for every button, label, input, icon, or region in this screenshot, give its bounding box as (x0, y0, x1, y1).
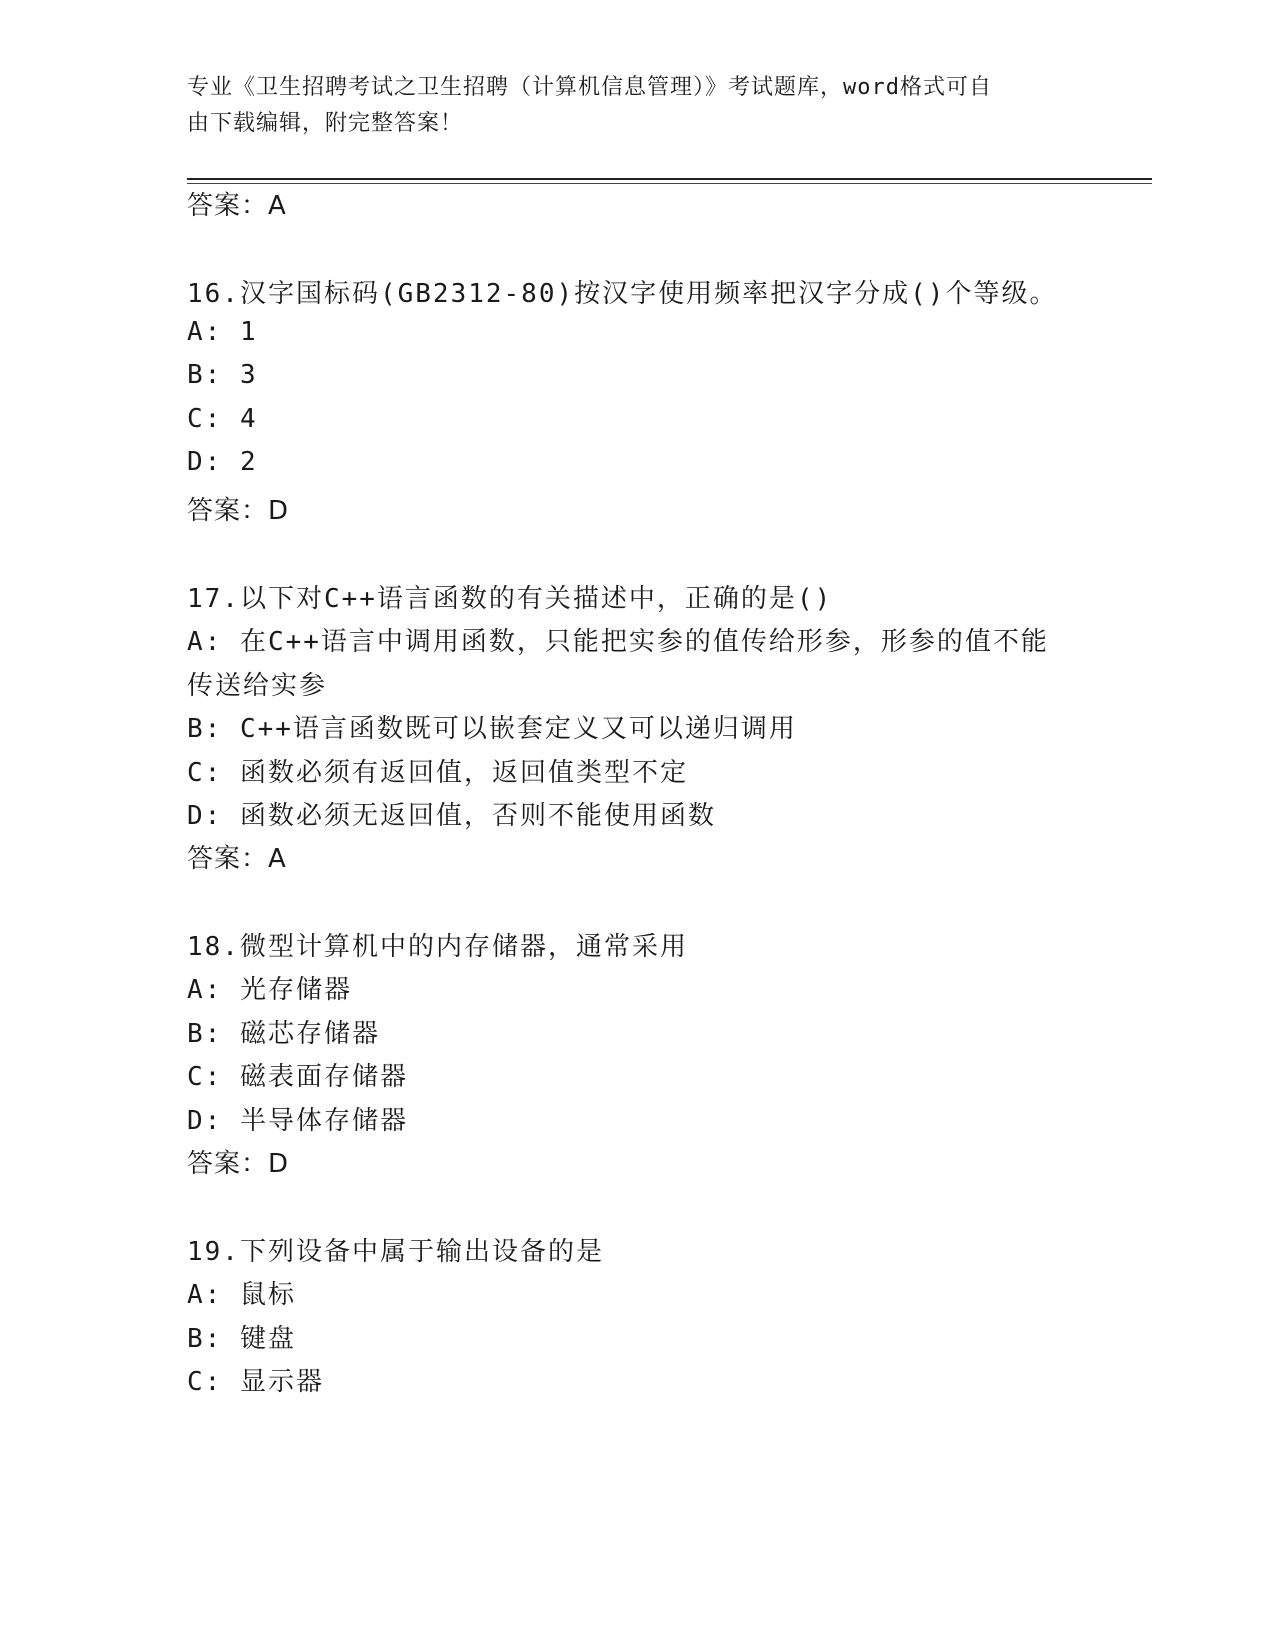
question-stem: 16.汉字国标码(GB2312-80)按汉字使用频率把汉字分成()个等级。 (187, 279, 1058, 309)
answer-value: A (268, 191, 287, 221)
answer-line (187, 838, 287, 875)
option-b: B: 磁芯存储器 (187, 1019, 380, 1049)
option-a: A: 在C++语言中调用函数，只能把实参的值传给形参，形参的值不能 (187, 627, 1049, 657)
question-stem: 17.以下对C++语言函数的有关描述中，正确的是() (187, 584, 833, 614)
answer-value: D (268, 1149, 290, 1179)
header-divider-thin (187, 183, 1152, 184)
option-c: C: 显示器 (187, 1367, 324, 1397)
answer-line (187, 185, 287, 222)
header-line-1: 专业《卫生招聘考试之卫生招聘（计算机信息管理）》考试题库，word格式可自 (187, 75, 992, 100)
option-d: D: 函数必须无返回值，否则不能使用函数 (187, 801, 716, 831)
answer-value: A (268, 844, 287, 874)
answer-label: 答案： (187, 496, 269, 526)
document-header (187, 70, 1067, 142)
question-stem: 18.微型计算机中的内存储器，通常采用 (187, 932, 688, 962)
header-divider-thick (187, 178, 1152, 180)
answer-label: 答案： (187, 844, 269, 874)
option-b: B: C++语言函数既可以嵌套定义又可以递归调用 (187, 714, 797, 744)
answer-line (187, 1143, 289, 1180)
option-a: A: 鼠标 (187, 1280, 296, 1310)
question-stem: 19.下列设备中属于输出设备的是 (187, 1237, 604, 1267)
option-b: B: 键盘 (187, 1324, 296, 1354)
option-d: D: 2 (187, 447, 258, 477)
answer-label: 答案： (187, 1149, 269, 1179)
option-c: C: 磁表面存储器 (187, 1062, 408, 1092)
answer-line (187, 490, 289, 527)
option-c: C: 4 (187, 404, 258, 434)
answer-label: 答案： (187, 191, 269, 221)
option-a: A: 1 (187, 317, 258, 347)
header-line-2: 由下载编辑，附完整答案！ (187, 111, 464, 136)
answer-value: D (268, 496, 290, 526)
option-a-continued: 传送给实参 (187, 671, 328, 701)
option-d: D: 半导体存储器 (187, 1106, 408, 1136)
option-b: B: 3 (187, 360, 258, 390)
option-a: A: 光存储器 (187, 975, 352, 1005)
option-c: C: 函数必须有返回值，返回值类型不定 (187, 758, 688, 788)
